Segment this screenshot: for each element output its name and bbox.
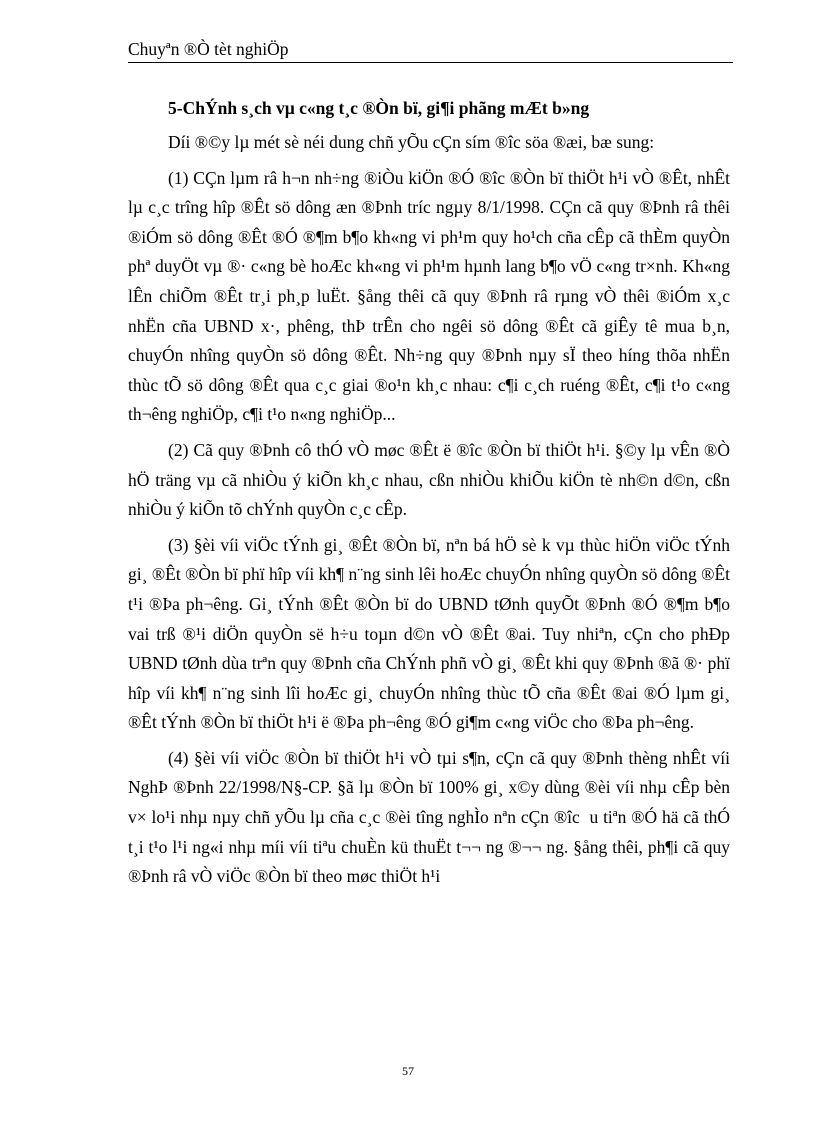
- paragraph-4: (4) §èi víi viÖc ®Òn bï thiÖt h¹i vÒ tµi s¶n, cÇn cã quy ®Þnh thèng nhÊt víi NghÞ ®Þnh 22/1998/N§-CP. §ã lµ ®Òn bï 100% gi¸ x©y dùng ®èi víi nhµ cÊp bèn v× lo¹i nhµ nµy chñ yÕu lµ cña c¸c ®èi tîng nghÌo nªn cÇn ®îc u tiªn ®Ó hä cã thÓ t¸i t¹o l¹i ng«i nhµ míi víi tiªu chuÈn kü thuËt t¬¬ ng ®¬¬ ng. §ång thêi, ph¶i cã quy ®Þnh râ vÒ viÖc ®Òn bï theo møc thiÖt h¹i: [128, 747, 730, 887]
- header-title: Chuyªn ®Ò tèt nghiÖp: [128, 39, 289, 59]
- page-number: 57: [402, 1064, 414, 1078]
- paragraph-intro: Díi ®©y lµ mét sè néi dung chñ yÕu cÇn sím ®îc söa ®æi, bæ sung:: [168, 132, 655, 152]
- section-title: 5-ChÝnh s¸ch vµ c«ng t¸c ®Òn bï, gi¶i phãng mÆt b»ng: [168, 98, 590, 118]
- page-body: [128, 94, 730, 898]
- header-divider: [128, 62, 733, 63]
- paragraph-1: (1) CÇn lµm râ h¬n nh÷ng ®iÒu kiÖn ®Ó ®îc ®Òn bï thiÖt h¹i vÒ ®Êt, nhÊt lµ c¸c trîng hîp ®Êt sö dông æn ®Þnh tríc ngµy 8/1/1998. CÇn cã quy ®Þnh râ thêi ®iÓm sö dông ®Êt ®Ó ®¶m b¶o kh«ng vi ph¹m quy ho¹ch cña cÊp cã thÈm quyÒn phª duyÖt vµ ®· c«ng bè hoÆc kh«ng vi ph¹m hµnh lang b¶o vÖ c«ng tr×nh. Kh«ng lÊn chiÕm ®Êt tr¸i ph¸p luËt. §ång thêi cã quy ®Þnh râ rµng vÒ thêi ®iÓm x¸c nhËn cña UBND x·, phêng, thÞ trÊn cho ngêi sö dông ®Êt cã giÊy tê mua b¸n, chuyÓn nhîng quyÒn sö dông ®Êt. Nh÷ng quy ®Þnh nµy sÏ theo híng thõa nhËn thùc tÕ sö dông ®Êt qua c¸c giai ®o¹n kh¸c nhau: c¶i c¸ch ruéng ®Êt, c¶i t¹o c«ng th¬êng nghiÖp, c¶i t¹o n«ng nghiÖp...: [128, 167, 730, 425]
- paragraph-3: (3) §èi víi viÖc tÝnh gi¸ ®Êt ®Òn bï, nªn bá hÖ sè k vµ thùc hiÖn viÖc tÝnh gi¸ ®Êt ®Òn bï phï hîp víi kh¶ n¨ng sinh lêi hoÆc chuyÓn nhîng quyÒn sö dông ®Êt t¹i ®Þa ph¬êng. Gi¸ tÝnh ®Êt ®Òn bï do UBND tØnh quyÕt ®Þnh ®Ó ®¶m b¶o vai trß ®¹i diÖn quyÒn së h÷u toµn d©n vÒ ®Êt ®ai. Tuy nhiªn, cÇn cho phÐp UBND tØnh dùa trªn quy ®Þnh cña ChÝnh phñ vÒ gi¸ ®Êt khi quy ®Þnh ®ã ®· phï hîp víi kh¶ n¨ng sinh lîi hoÆc gi¸ chuyÓn nhîng thùc tÕ cña ®Êt ®ai ®Ó lµm gi¸ ®Êt tÝnh ®Òn bï thiÖt h¹i ë ®Þa ph¬êng ®Ó gi¶m c«ng viÖc cho ®Þa ph¬êng.: [128, 534, 730, 733]
- paragraph-2: (2) Cã quy ®Þnh cô thÓ vÒ møc ®Êt ë ®îc ®Òn bï thiÖt h¹i. §©y lµ vÊn ®Ò hÖ träng vµ cã nhiÒu ý kiÕn kh¸c nhau, cßn nhiÒu khiÕu kiÖn tè nh©n d©n, cßn nhiÒu ý kiÕn tõ chÝnh quyÒn c¸c cÊp.: [128, 439, 730, 520]
- page-header: [128, 38, 733, 62]
